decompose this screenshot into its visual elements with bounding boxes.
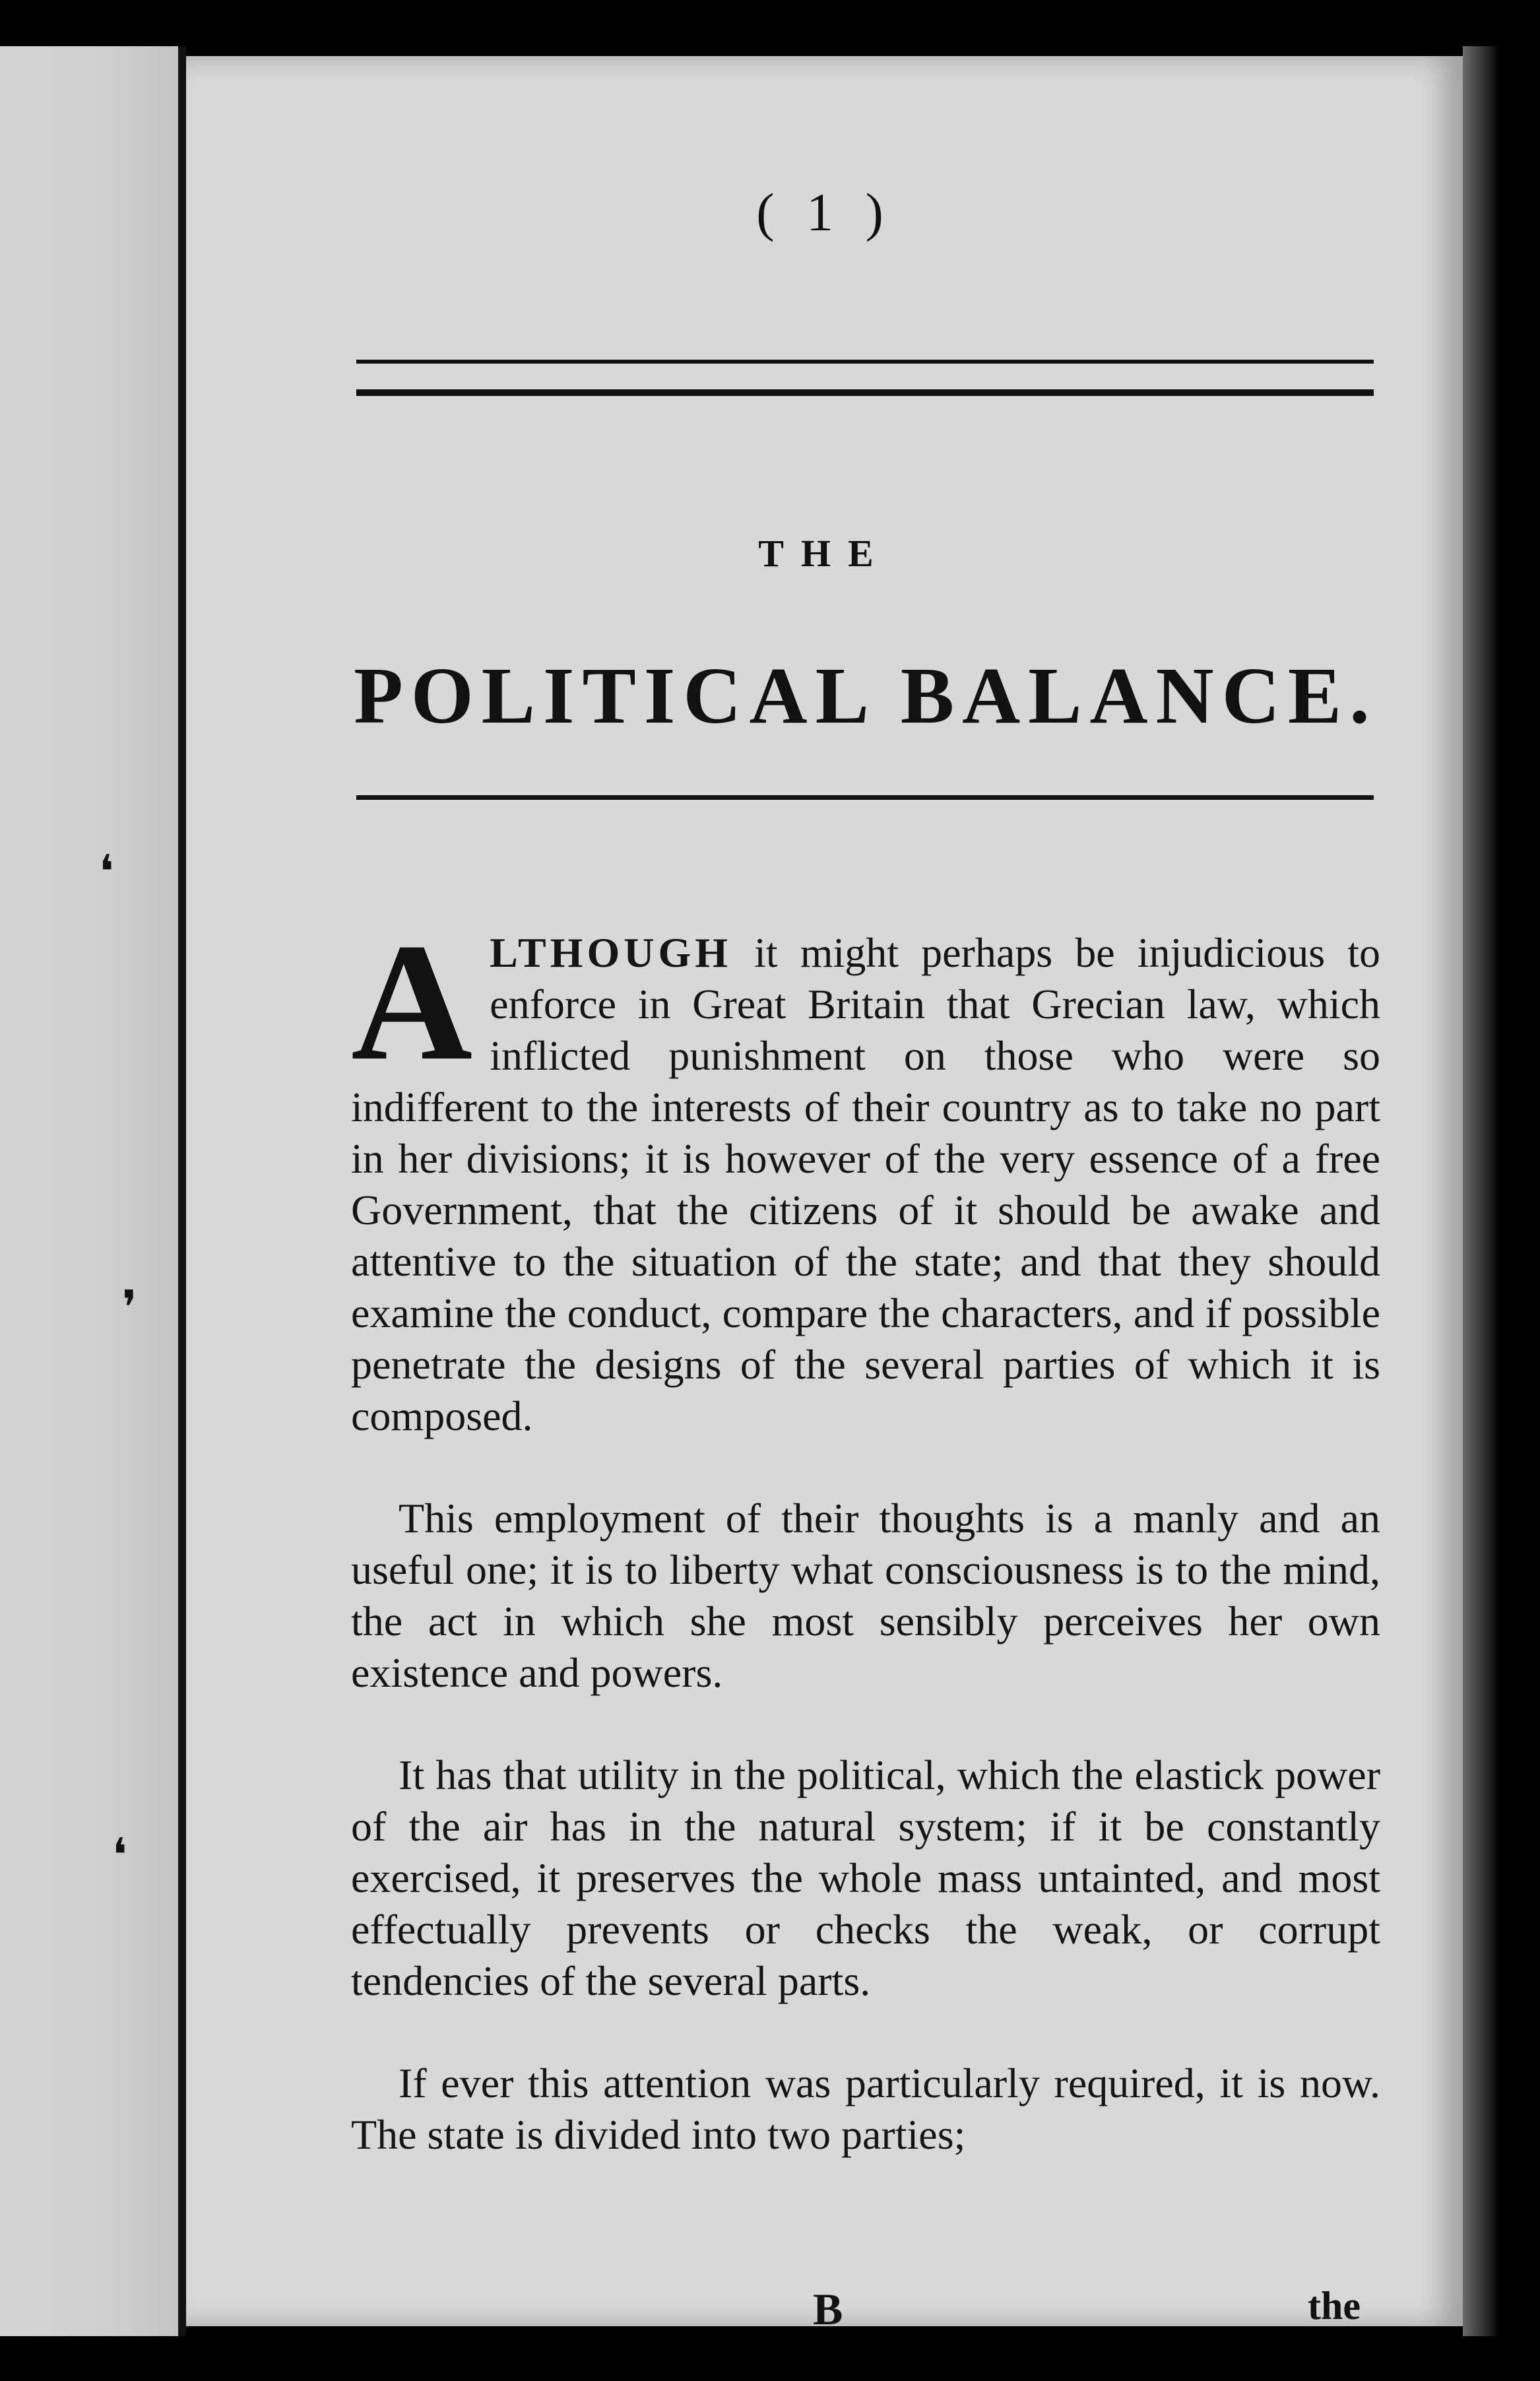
ink-mark: ❛ xyxy=(112,1831,127,1881)
double-rule-bottom xyxy=(356,389,1374,396)
signature-mark: B xyxy=(813,2284,843,2334)
page-gutter xyxy=(178,46,186,2336)
paragraph-2: This employment of their thoughts is a manly and an useful one; it is to liberty what consciousness is to the mind, the act in which she most sensibly perceives her own existence and powers. xyxy=(351,1495,1380,1696)
double-rule-top xyxy=(356,360,1374,364)
ink-mark: ❛ xyxy=(99,847,114,898)
facing-page-edge xyxy=(0,46,178,2336)
heading-the: THE xyxy=(758,532,891,575)
opening-word: LTHOUGH xyxy=(490,929,732,976)
paragraph-3: It has that utility in the political, which the elastick power of the air has in the natural system; if it be constantly exercised, it preserves the whole mass untainted, and most effectually prevents or checks the weak, or corrupt tendencies of the several parts. xyxy=(351,1751,1380,2004)
page-edge-shadow xyxy=(1463,46,1499,2336)
book-page xyxy=(186,56,1463,2334)
title-rule xyxy=(356,795,1374,800)
page-title: POLITICAL BALANCE. xyxy=(354,651,1378,740)
paragraph-1 xyxy=(351,909,1381,1442)
catchword: the xyxy=(1308,2284,1361,2328)
body-text xyxy=(351,909,1381,2211)
paragraph-text: it might perhaps be injudicious to enforce in Great Britain that Grecian law, which inflicted punishment on those who were so indifferent to the interests of their country as to take no part in her divisions; it is however of the very essence of a free Government, that the citizens of it should be awake and attentive to the situation of the state; and that they should examine the conduct, compare the characters, and if possible penetrate the designs of the several parties of which it is composed. xyxy=(351,929,1381,1439)
ink-mark: ❜ xyxy=(122,1283,137,1334)
drop-cap: A xyxy=(351,909,473,1095)
paragraph-4: If ever this attention was particularly required, it is now. The state is divided into two parties; xyxy=(351,2060,1380,2158)
page-number: ( 1 ) xyxy=(756,182,893,242)
